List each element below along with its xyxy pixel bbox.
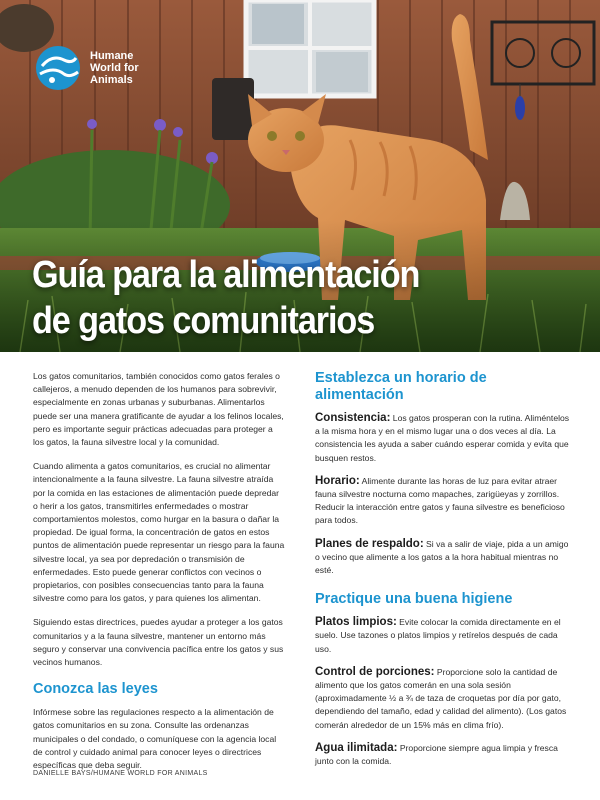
- portion-term: Control de porciones:: [315, 665, 435, 678]
- laws-paragraph: Infórmese sobre las regulaciones respecto a la alimentación de gatos comunitarios en su zona. Consulte las ordenanzas municipales o del condado, o comuníquese con la agencia local de control y cuidado animal para conocer leyes o directrices específicas que deba seguir.: [33, 707, 277, 771]
- water-text: Proporcione siempre agua limpia y fresca junto con la comida.: [315, 742, 558, 767]
- consistency-text: Los gatos prosperan con la rutina. Aliméntelos a la misma hora y en el mismo lugar una o dos veces al día. La consistencia les ayuda a saber cuándo esperar comida y evita que busquen restos.: [315, 413, 570, 463]
- left-column: [33, 370, 285, 783]
- intro-paragraph: Los gatos comunitarios, también conocidos como gatos ferales o callejeros, a menudo dependen de los humanos para sobrevivir, especialmente en zonas urbanas y suburbanas. Alimentarlos puede ser una manera gratificante de ayudar a los felinos locales, pero es importante seguir prácticas adecuadas para proteger a los gatos, la fauna silvestre local y la comunidad.: [33, 371, 284, 448]
- schedule-item: [315, 475, 571, 528]
- backup-item: [315, 538, 571, 578]
- hero-photo: [0, 0, 600, 352]
- consistency-term: Consistencia:: [315, 412, 391, 424]
- schedule-term: Horario:: [315, 474, 360, 487]
- brand-name-line1: Humane: [90, 50, 134, 62]
- backup-text: Si va a salir de viaje, pida a un amigo o vecino que alimente a los gatos a la hora habitual mientras no esté.: [315, 538, 569, 576]
- brand-name-line3: Animals: [90, 74, 133, 86]
- water-item: [315, 742, 571, 768]
- plates-item: [315, 616, 571, 656]
- plates-term: Platos limpios:: [315, 616, 397, 629]
- schedule-heading: Establezca un horario de alimentación: [315, 370, 487, 403]
- plates-text: Evite colocar la comida directamente en el suelo. Use tazones o platos limpios y retírelos después de cada uso.: [315, 617, 561, 654]
- consistency-item: [315, 412, 571, 465]
- portion-text: Proporcione solo la cantidad de alimento que los gatos comerán en una sola sesión (aproximadamente ½ a ¾ de taza de croquetas por día por gato, dependiendo del tamaño, edad y calidad del alimento). (Los gatos comerán alrededor de un 15% más en clima frío).: [315, 666, 567, 730]
- wildlife-paragraph: Cuando alimenta a gatos comunitarios, es crucial no alimentar intencionalmente a la fauna silvestre. La fauna silvestre atraída por la comida en las estaciones de alimentación puede depredar o herir a los gatos, transmitirles enfermedades o mostrar comportamientos molestos, como hurgar en la basura o dañar la propiedad. De igual forma, la concentración de gatos en estos puntos de alimentación puede representar un riesgo para la fauna silvestre local, ya sea por depredación o transmisión de enfermedades. Esto puede generar conflictos con vecinos o propietarios, con posibles consecuencias tanto para la fauna silvestre como para los gatos, y para quienes los alimentan.: [33, 461, 285, 604]
- globe-animals-icon: [34, 44, 82, 92]
- title-line-1: Guía para la alimentación: [32, 254, 420, 296]
- portion-item: [315, 666, 571, 732]
- laws-heading: Conozca las leyes: [33, 681, 158, 698]
- guidelines-paragraph: Siguiendo estas directrices, puedes ayudar a proteger a los gatos comunitarios y a la fauna silvestre, mantener un entorno más seguro y conservar una convivencia pacífica entre los gatos y sus vecinos humanos.: [33, 617, 284, 668]
- brand-name: [90, 50, 160, 86]
- hygiene-heading: Practique una buena higiene: [315, 591, 513, 608]
- page-title: [32, 252, 518, 344]
- title-line-2: de gatos comunitarios: [32, 300, 375, 342]
- backup-term: Planes de respaldo:: [315, 537, 424, 550]
- right-column: [315, 370, 571, 778]
- brand-logo: [34, 44, 160, 92]
- photo-credit: DANIELLE BAYS/HUMANE WORLD FOR ANIMALS: [33, 770, 208, 777]
- water-term: Agua ilimitada:: [315, 741, 398, 754]
- brand-name-line2: World for: [90, 62, 139, 74]
- schedule-text: Alimente durante las horas de luz para evitar atraer fauna silvestre nocturna como mapaches, zarigüeyas y zorrillos. Reducir la interacción entre gatos y fauna silvestre es beneficioso para todos.: [315, 475, 565, 526]
